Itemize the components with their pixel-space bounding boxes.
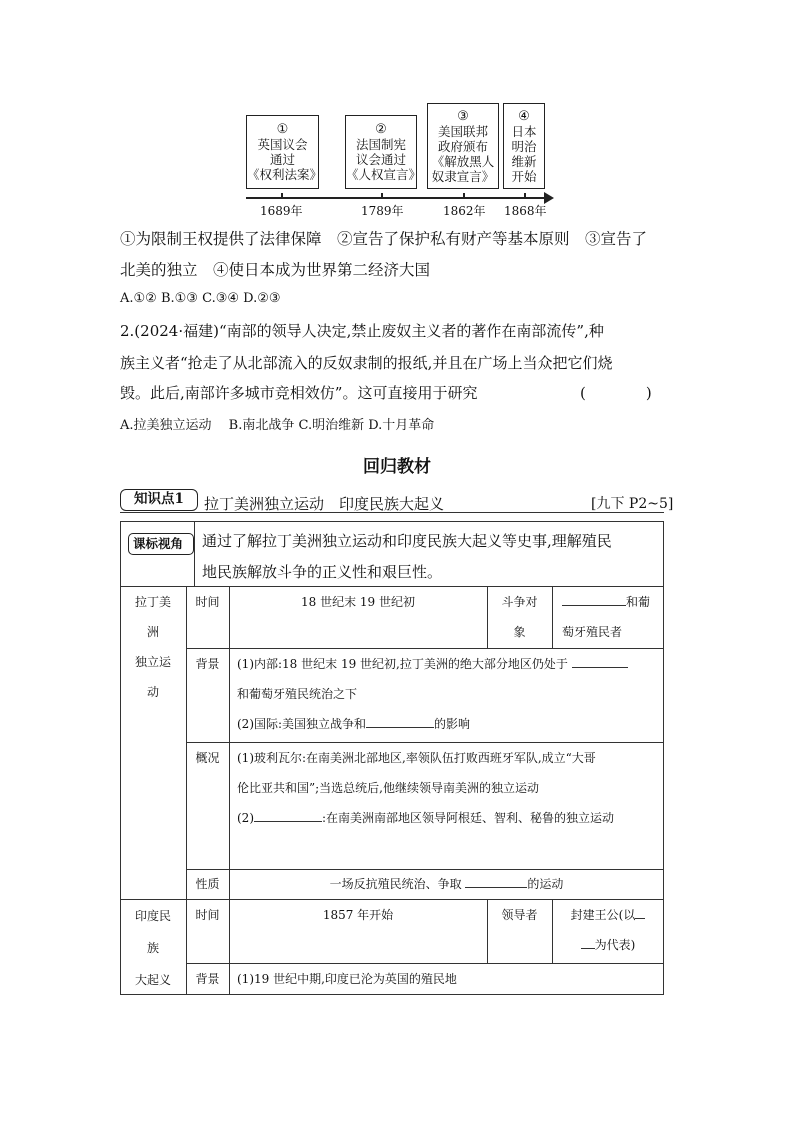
india-background-label: 背景: [195, 972, 220, 986]
india-uprising-label: 印度民 族 大起义: [134, 909, 171, 987]
answer-blank[interactable]: [465, 874, 527, 888]
timeline-tick: [281, 193, 283, 198]
timeline-tick: [381, 193, 383, 198]
curriculum-tag: 课标视角: [128, 533, 194, 555]
answer-blank[interactable]: [581, 935, 595, 949]
q2-answer-paren: ( ): [580, 384, 652, 402]
latin-target-value: 和葡 萄牙殖民者: [562, 587, 664, 647]
timeline-event-4: ④ 日本 明治 维新 开始: [503, 103, 545, 189]
timeline-year: 1789年: [361, 204, 404, 218]
latin-america-label: 拉丁美 洲 独立运 动: [134, 595, 171, 699]
latin-background-content: (1)内部:18 世纪末 19 世纪初,拉丁美洲的绝大部分地区仍处于 和葡萄牙殖民统治之下 (2)国际:美国独立战争和 的影响: [237, 649, 661, 739]
india-leader-value: 封建王公(以 为代表): [552, 900, 664, 960]
timeline-axis: [246, 197, 546, 199]
answer-blank[interactable]: [366, 714, 434, 728]
latin-overview-content: (1)玻利瓦尔:在南美洲北部地区,率领队伍打败西班牙军队,成立“大哥 伦比亚共和国”;当选总统后,他继续领导南美洲的独立运动 (2) :在南美洲南部地区领导阿根廷、智利、秘鲁的独立运动: [237, 751, 615, 825]
india-time-label: 时间: [195, 908, 220, 922]
q1-statements-line1: ①为限制王权提供了法律保障 ②宣告了保护私有财产等基本原则 ③宣告了: [120, 230, 648, 248]
latin-overview-label: 概况: [195, 751, 220, 765]
curriculum-line2: 地民族解放斗争的正义性和艰巨性。: [202, 563, 443, 581]
timeline-year: 1862年: [443, 204, 486, 218]
timeline-tick: [463, 193, 465, 198]
q2-line3: 毁。此后,南部许多城市竞相效仿”。这可直接用于研究: [120, 384, 478, 402]
q2-line2: 族主义者“抢走了从北部流入的反奴隶制的报纸,并且在广场上当众把它们烧: [120, 354, 613, 372]
latin-nature-label: 性质: [195, 877, 220, 891]
q2-line1: 2.(2024·福建)“南部的领导人决定,禁止废奴主义者的著作在南部流传”,种: [120, 322, 604, 340]
q1-statements-line2: 北美的独立 ④使日本成为世界第二经济大国: [120, 261, 431, 279]
india-time-value: 1857 年开始: [322, 908, 394, 922]
q2-options: A.拉美独立运动 B.南北战争 C.明治维新 D.十月革命: [120, 418, 435, 433]
table-rule: [229, 587, 230, 995]
latin-time-label: 时间: [195, 595, 220, 609]
timeline-event-1: ① 英国议会 通过 《权利法案》: [246, 115, 319, 189]
timeline-event-3: ③ 美国联邦 政府颁布 《解放黑人 奴隶宣言》: [427, 103, 499, 189]
knowledge-title: 拉丁美洲独立运动 印度民族大起义: [204, 495, 445, 513]
timeline-tick: [524, 193, 526, 198]
latin-time-value: 18 世纪末 19 世纪初: [301, 595, 415, 609]
section-title: 回归教材: [363, 457, 431, 477]
curriculum-divider: [194, 521, 195, 587]
answer-blank[interactable]: [635, 905, 645, 919]
curriculum-line1: 通过了解拉丁美洲独立运动和印度民族大起义等史事,理解殖民: [202, 532, 612, 550]
q1-options: A.①② B.①③ C.③④ D.②③: [120, 291, 281, 306]
timeline-event-2: ② 法国制宪 议会通过 《人权宣言》: [345, 115, 417, 189]
knowledge-reference: [九下 P2~5]: [591, 496, 674, 512]
timeline-year: 1689年: [260, 204, 303, 218]
india-background-content: (1)19 世纪中期,印度已沦为英国的殖民地: [237, 972, 457, 986]
india-leader-label: 领导者: [501, 908, 538, 922]
answer-blank[interactable]: [572, 654, 628, 668]
latin-target-label: 斗争对 象: [501, 595, 538, 639]
answer-blank[interactable]: [562, 592, 626, 606]
knowledge-tag: 知识点1: [120, 489, 198, 511]
latin-background-label: 背景: [195, 657, 220, 671]
timeline-year: 1868年: [504, 204, 547, 218]
answer-blank[interactable]: [254, 808, 322, 822]
latin-nature-content: 一场反抗殖民统治、争取 的运动: [229, 869, 664, 899]
table-rule: [552, 587, 553, 648]
